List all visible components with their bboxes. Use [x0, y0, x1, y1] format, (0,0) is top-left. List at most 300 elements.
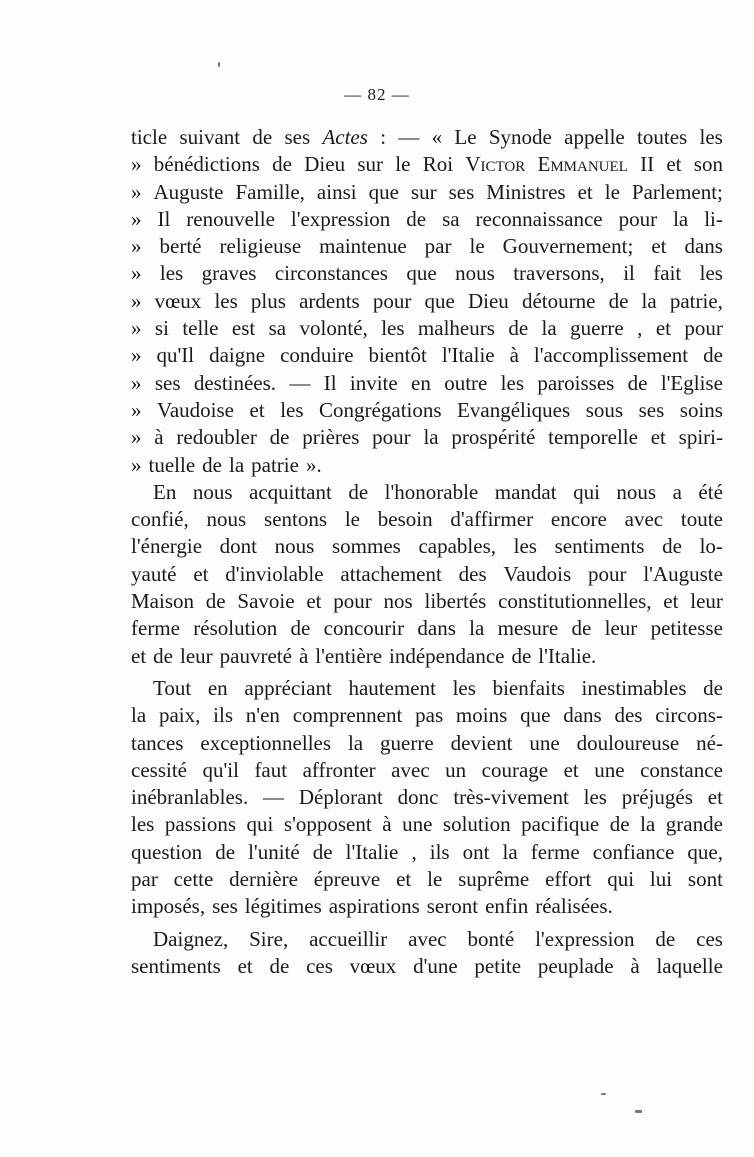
word: de [508, 316, 529, 341]
word: en [411, 370, 431, 395]
word: et [563, 757, 579, 782]
word: II [640, 152, 655, 177]
word: affronter [302, 757, 376, 782]
word: nous [206, 507, 247, 532]
word: et [249, 397, 265, 422]
word: » [131, 179, 142, 204]
word: inestimables [581, 675, 687, 700]
word: constance [640, 757, 723, 782]
text-line [131, 839, 723, 866]
word: nous [455, 261, 495, 286]
word: de [662, 534, 682, 559]
text-line [131, 315, 723, 342]
word: Le [454, 125, 477, 149]
word: graves [201, 261, 257, 286]
text-line [131, 953, 723, 980]
text-line [131, 702, 723, 729]
word: Auguste [153, 179, 224, 204]
word: , [637, 316, 643, 341]
word: l'Italie. [538, 643, 597, 668]
word: ses [212, 894, 238, 919]
text-line [131, 533, 723, 560]
word: douloureuse [576, 730, 680, 755]
word: Actes [322, 125, 368, 149]
word: la [228, 452, 245, 477]
word: cessité [131, 757, 187, 782]
word: pour [372, 425, 411, 450]
text-line [131, 561, 723, 588]
word: seront [426, 894, 479, 919]
word: l'unité [248, 839, 300, 864]
word: temporelle [548, 425, 638, 450]
word: pour [372, 288, 412, 313]
word: les [214, 288, 238, 313]
word: une [529, 730, 560, 755]
word: passions [164, 812, 237, 837]
text-line [131, 342, 723, 369]
word: patrie, [669, 288, 723, 313]
word: les [280, 397, 304, 422]
word: appelle [564, 125, 625, 149]
word: de [609, 812, 630, 837]
word: suprême [458, 867, 530, 892]
word: à [509, 343, 519, 368]
word: à [154, 425, 164, 450]
word: Synode [488, 125, 552, 149]
word: dernière [229, 867, 298, 892]
word: » [131, 343, 142, 368]
word: la [131, 703, 147, 728]
word: de [312, 839, 333, 864]
word: les [381, 316, 405, 341]
text-line [131, 124, 723, 151]
word: enfin [485, 894, 529, 919]
word: courage [481, 757, 549, 782]
page-number: — 82 — [344, 85, 410, 104]
text-line [131, 452, 723, 479]
word: concourir [323, 616, 405, 641]
word: que [368, 179, 399, 204]
word: Dieu [467, 288, 509, 313]
word: ont [462, 839, 490, 864]
word: attachement [340, 561, 442, 586]
word: qui [246, 812, 274, 837]
word: de [205, 589, 226, 614]
word: sentiments [131, 953, 221, 978]
word: — [263, 785, 285, 810]
word: destinées. [193, 370, 277, 395]
word: de [511, 643, 532, 668]
word: tuelle [148, 452, 196, 477]
text-line [131, 424, 723, 451]
word: résolution [193, 616, 278, 641]
word: de [571, 616, 592, 641]
word: accueillir [309, 926, 388, 951]
text-line [131, 151, 723, 178]
word: si [154, 316, 169, 341]
word: acquittant [249, 479, 332, 504]
word: maintenue [319, 234, 407, 259]
word: et [577, 179, 593, 204]
word: bénédictions [153, 152, 260, 177]
word: les [699, 125, 723, 149]
word: l'expression [290, 206, 391, 231]
text-line [131, 675, 723, 702]
word: l'Italie [441, 343, 495, 368]
word: l'entière [315, 643, 383, 668]
word: a [672, 479, 682, 504]
word: ils [429, 839, 450, 864]
word: la [502, 839, 518, 864]
word: ses [284, 125, 311, 149]
word: pour [333, 589, 372, 614]
word: nous [616, 479, 657, 504]
word: avec [408, 926, 447, 951]
word: leur [604, 616, 638, 641]
word: » [131, 397, 142, 422]
word: » [131, 425, 142, 450]
word: cette [173, 867, 214, 892]
word: grande [665, 812, 723, 837]
word: Victor [465, 152, 526, 177]
word: constitutionnelles, [498, 589, 652, 614]
word: confiance [592, 839, 675, 864]
word: Dieu [304, 152, 346, 177]
word: question [131, 839, 203, 864]
word: et [651, 234, 667, 259]
text-line [131, 615, 723, 642]
text-line [131, 730, 723, 757]
word: Il [157, 206, 171, 231]
word: donc [397, 785, 439, 810]
word: invite [349, 370, 398, 395]
word: guerre [380, 730, 434, 755]
word: la [469, 616, 485, 641]
word: pour [684, 316, 723, 341]
word: et [396, 867, 412, 892]
text-line [131, 288, 723, 315]
word: le [427, 867, 443, 892]
word: leur [179, 643, 213, 668]
word: de [348, 479, 369, 504]
word: de [290, 616, 311, 641]
word: ses [154, 370, 181, 395]
scan-speck [635, 1110, 642, 1113]
word: ils [213, 703, 233, 728]
word: que [424, 288, 455, 313]
word: avec [624, 507, 664, 532]
word: et [707, 785, 723, 810]
word: sentiments [554, 534, 645, 559]
word: Vaudois [503, 561, 572, 586]
word: les [452, 675, 476, 700]
word: de [608, 288, 629, 313]
word: berté [159, 234, 202, 259]
word: : [380, 125, 387, 149]
word: devient [450, 730, 513, 755]
word: dont [219, 534, 258, 559]
word: une [402, 812, 433, 837]
word: indépendance [389, 643, 505, 668]
word: patrie [251, 452, 299, 477]
word: Emmanuel [537, 152, 628, 177]
word: un [445, 757, 467, 782]
word: solution [442, 812, 511, 837]
word: conduire [280, 343, 354, 368]
body-text [131, 124, 723, 980]
word: les [131, 812, 155, 837]
word: à [382, 812, 392, 837]
word: de [269, 953, 290, 978]
word: » [131, 206, 142, 231]
word: l'énergie [131, 534, 203, 559]
word: petitesse [650, 616, 723, 641]
word: spiri- [678, 425, 723, 450]
word: lui [649, 867, 673, 892]
word: de [406, 206, 427, 231]
word: de [703, 675, 723, 700]
word: paroisses [537, 370, 615, 395]
word: Congrégations [319, 397, 442, 422]
text-line [131, 370, 723, 397]
word: sentons [264, 507, 328, 532]
word: ses [638, 397, 665, 422]
text-line [131, 206, 723, 233]
word: Daignez, [153, 926, 229, 951]
word: suivant [179, 125, 241, 149]
word: que [520, 703, 551, 728]
word: » [131, 152, 142, 177]
word: la [423, 425, 439, 450]
word: les [583, 785, 607, 810]
word: bonté [467, 926, 515, 951]
word: ferme [530, 839, 580, 864]
word: qui [573, 479, 600, 504]
word: de [627, 370, 648, 395]
word: sous [585, 397, 624, 422]
word: été [698, 479, 723, 504]
word: En [153, 479, 177, 504]
word: laquelle [656, 953, 723, 978]
word: comprennent [292, 703, 403, 728]
word: fait [653, 261, 682, 286]
scan-speck [218, 62, 220, 67]
word: reconnaissance [475, 206, 603, 231]
word: bientôt [368, 343, 427, 368]
word: Maison [131, 589, 194, 614]
word: imposés, [131, 894, 206, 919]
word: réalisées. [535, 894, 613, 919]
word: renouvelle [186, 206, 275, 231]
word: pour [618, 206, 658, 231]
word: avec [391, 757, 430, 782]
word: nos [383, 589, 413, 614]
word: ardents [299, 288, 360, 313]
word: et [663, 589, 679, 614]
text-line [131, 179, 723, 206]
word: aspirations [328, 894, 420, 919]
word: il [623, 261, 635, 286]
word: que, [687, 839, 723, 864]
word: encore [550, 507, 607, 532]
word: très-vivement [453, 785, 569, 810]
word: et [666, 152, 682, 177]
word: soins [679, 397, 723, 422]
word: de [703, 343, 723, 368]
word: » [131, 288, 142, 313]
word: et [131, 643, 147, 668]
text-line [131, 588, 723, 615]
word: par [131, 867, 158, 892]
word: le [395, 152, 411, 177]
word: n'en [245, 703, 280, 728]
word: pacifique [521, 812, 600, 837]
word: des [458, 561, 487, 586]
word: le [604, 179, 620, 204]
word: d'une [413, 953, 458, 978]
word: d'affirmer [450, 507, 534, 532]
word: ferme [131, 616, 180, 641]
word: toute [680, 507, 723, 532]
word: besoin [377, 507, 433, 532]
word: peuplade [537, 953, 614, 978]
word: Savoie [237, 589, 295, 614]
word: l'Italie [345, 839, 399, 864]
word: Tout [153, 675, 192, 700]
word: sont [687, 867, 723, 892]
word: Roi [422, 152, 454, 177]
text-line [131, 893, 723, 920]
word: » [131, 316, 142, 341]
word: circonstances [274, 261, 388, 286]
text-line [131, 233, 723, 260]
word: faut [254, 757, 288, 782]
word: son [693, 152, 723, 177]
word: en [207, 675, 228, 700]
word: la [347, 730, 364, 755]
text-line [131, 260, 723, 287]
word: volonté, [299, 316, 368, 341]
word: vœux [154, 288, 202, 313]
word: ses [448, 179, 475, 204]
word: de [215, 839, 236, 864]
word: dans [563, 703, 602, 728]
word: la [541, 316, 557, 341]
word: — [398, 125, 420, 149]
word: et [650, 425, 666, 450]
word: » [131, 452, 142, 477]
text-line [131, 811, 723, 838]
word: inébranlables. [131, 785, 249, 810]
word: » [131, 370, 142, 395]
word: redoubler [176, 425, 257, 450]
word: de [655, 926, 676, 951]
word: moins [455, 703, 508, 728]
word: outre [444, 370, 488, 395]
word: Il [323, 370, 337, 395]
word: le [344, 507, 360, 532]
word: la [640, 812, 656, 837]
text-line [131, 866, 723, 893]
word: et [655, 316, 671, 341]
word: daigne [209, 343, 266, 368]
word: hautement [348, 675, 436, 700]
text-line [131, 506, 723, 533]
word: appréciant [244, 675, 332, 700]
word: épreuve [313, 867, 381, 892]
word: préjugés [621, 785, 693, 810]
word: que [406, 261, 437, 286]
word: bienfaits [492, 675, 565, 700]
word: la [641, 288, 657, 313]
text-line [131, 397, 723, 424]
word: mandat [494, 479, 557, 504]
word: une [594, 757, 625, 782]
word: vœux [349, 953, 397, 978]
word: » [131, 234, 142, 259]
word: les [699, 261, 723, 286]
word: ». [305, 452, 322, 477]
word: pas [415, 703, 444, 728]
word: Ministres [486, 179, 566, 204]
word: des [614, 703, 643, 728]
word: effort [545, 867, 592, 892]
word: ces [696, 926, 723, 951]
word: capables, [418, 534, 497, 559]
word: les [500, 370, 524, 395]
word: et [193, 561, 209, 586]
word: exceptionnelles [200, 730, 332, 755]
word: de [269, 425, 290, 450]
word: prospérité [451, 425, 536, 450]
word: guerre [570, 316, 624, 341]
word: mesure [497, 616, 559, 641]
text-line [131, 926, 723, 953]
word: le [469, 234, 485, 259]
word: leur [690, 589, 723, 614]
word: plus [250, 288, 286, 313]
word: « [431, 125, 443, 149]
word: de [202, 452, 222, 477]
word: Déplorant [298, 785, 383, 810]
text-line [131, 784, 723, 811]
word: et [306, 589, 322, 614]
word: par [424, 234, 452, 259]
word: pour [588, 561, 627, 586]
text-line [131, 643, 723, 670]
text-line [131, 757, 723, 784]
word: dans [684, 234, 723, 259]
word: sur [410, 179, 437, 204]
word: nous [192, 479, 233, 504]
word: tances [131, 730, 184, 755]
word: à [298, 643, 309, 668]
word: l'Eglise [660, 370, 723, 395]
word: yauté [131, 561, 177, 586]
word: pauvreté [219, 643, 292, 668]
word: qu'Il [156, 343, 195, 368]
word: né- [696, 730, 723, 755]
word: telle [182, 316, 219, 341]
word: l'honorable [384, 479, 479, 504]
word: confié, [131, 507, 189, 532]
word: prières [302, 425, 360, 450]
word: qui [607, 867, 635, 892]
word: » [131, 261, 142, 286]
word: qu'il [202, 757, 239, 782]
word: li- [704, 206, 723, 231]
word: sa [268, 316, 287, 341]
